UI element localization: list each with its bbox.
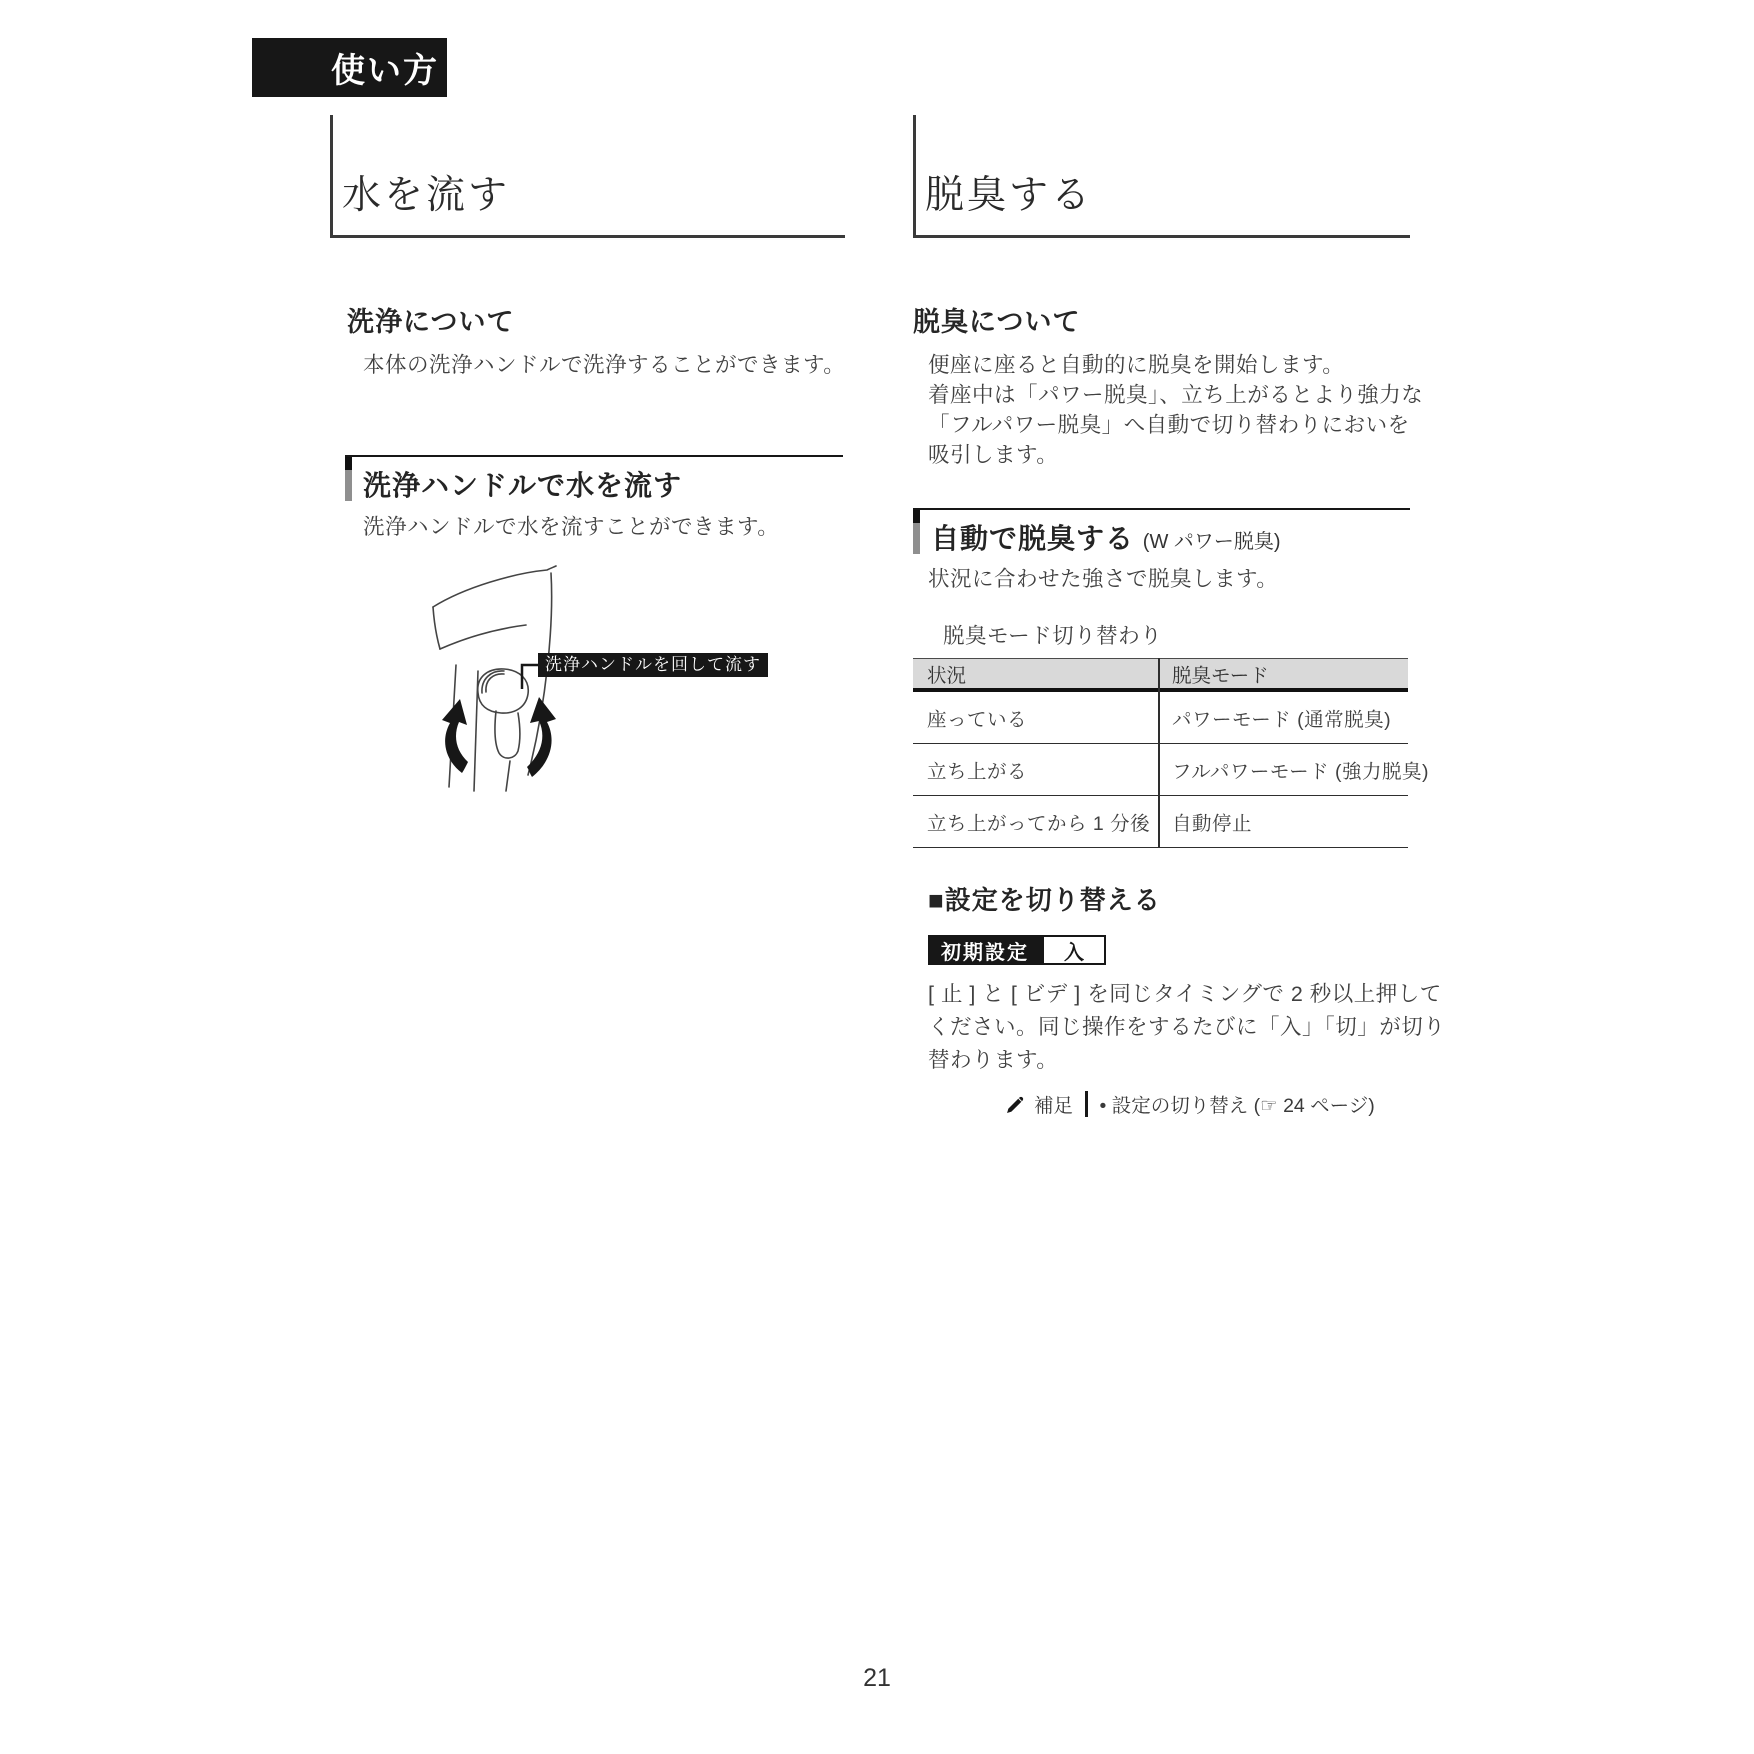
body-line: 便座に座ると自動的に脱臭を開始します。 bbox=[928, 353, 1345, 377]
settings-body bbox=[928, 978, 1445, 1077]
flush-handle-illustration bbox=[420, 565, 765, 800]
right-column-title: 脱臭する bbox=[925, 174, 1094, 217]
body-line: 替わります。 bbox=[928, 1048, 1059, 1072]
table-header-row bbox=[913, 658, 1408, 692]
right-section-heading bbox=[931, 517, 1281, 557]
table-cell: 立ち上がる bbox=[927, 760, 1028, 783]
note-label: 補足 bbox=[1034, 1095, 1074, 1117]
body-line: 吸引します。 bbox=[928, 443, 1059, 467]
body-line: 着座中は「パワー脱臭」、立ち上がるとより強力な bbox=[928, 383, 1424, 407]
default-setting-value: 入 bbox=[1042, 935, 1106, 965]
table-cell: 自動停止 bbox=[1172, 812, 1253, 835]
table-cell: 座っている bbox=[927, 708, 1028, 731]
table-cell: パワーモード (通常脱臭) bbox=[1172, 708, 1392, 731]
left-column-title: 水を流す bbox=[342, 174, 511, 217]
settings-heading: ■設定を切り替える bbox=[928, 885, 1161, 915]
supplement-note bbox=[1005, 1090, 1375, 1118]
note-divider bbox=[1085, 1091, 1088, 1117]
left-section-body: 洗浄ハンドルで水を流すことができます。 bbox=[363, 515, 780, 539]
right-title-vertical-rule bbox=[913, 115, 916, 237]
section-accent-bar bbox=[345, 457, 352, 501]
table-cell: 立ち上がってから 1 分後 bbox=[927, 812, 1151, 835]
table-caption: 脱臭モード切り替わり bbox=[943, 624, 1163, 648]
table-header-cell: 状況 bbox=[927, 664, 967, 687]
right-about-body bbox=[928, 350, 1423, 470]
left-title-underline bbox=[330, 235, 845, 238]
section-accent-bar bbox=[913, 510, 920, 554]
default-setting-badge bbox=[928, 935, 1106, 965]
page-number: 21 bbox=[863, 1664, 891, 1692]
deodorize-mode-table bbox=[913, 658, 1429, 848]
right-section-heading-block bbox=[913, 508, 1410, 558]
default-setting-label: 初期設定 bbox=[928, 935, 1042, 965]
right-section-body: 状況に合わせた強さで脱臭します。 bbox=[928, 567, 1279, 591]
table-cell: フルパワーモード (強力脱臭) bbox=[1172, 760, 1429, 783]
left-section-heading-block bbox=[345, 455, 843, 505]
table-row bbox=[913, 692, 1408, 744]
right-title-underline bbox=[913, 235, 1410, 238]
figure-callout-label: 洗浄ハンドルを回して流す bbox=[538, 653, 768, 677]
table-row bbox=[913, 744, 1429, 796]
right-section-heading-suffix: (W パワー脱臭) bbox=[1142, 531, 1281, 553]
right-section-heading-text: 自動で脱臭する bbox=[931, 523, 1135, 554]
body-line: 「フルパワー脱臭」へ自動で切り替わりにおいを bbox=[928, 413, 1410, 437]
table-row bbox=[913, 796, 1408, 848]
left-about-heading: 洗浄について bbox=[347, 307, 515, 337]
right-about-heading: 脱臭について bbox=[913, 307, 1081, 337]
body-line: ください。同じ操作をするたびに「入」「切」が切り bbox=[928, 1015, 1446, 1039]
left-about-body: 本体の洗浄ハンドルで洗浄することができます。 bbox=[363, 353, 846, 377]
body-line: [ 止 ] と [ ビデ ] を同じタイミングで 2 秒以上押して bbox=[928, 982, 1442, 1006]
note-text: • 設定の切り替え (☞ 24 ページ) bbox=[1099, 1095, 1375, 1117]
left-section-heading: 洗浄ハンドルで水を流す bbox=[363, 470, 683, 501]
left-title-vertical-rule bbox=[330, 115, 333, 237]
chapter-tab-label: 使い方 bbox=[331, 52, 439, 90]
pencil-icon bbox=[1005, 1094, 1026, 1115]
table-header-cell: 脱臭モード bbox=[1172, 664, 1269, 687]
chapter-tab bbox=[252, 38, 447, 97]
table-column-divider bbox=[1158, 658, 1160, 848]
